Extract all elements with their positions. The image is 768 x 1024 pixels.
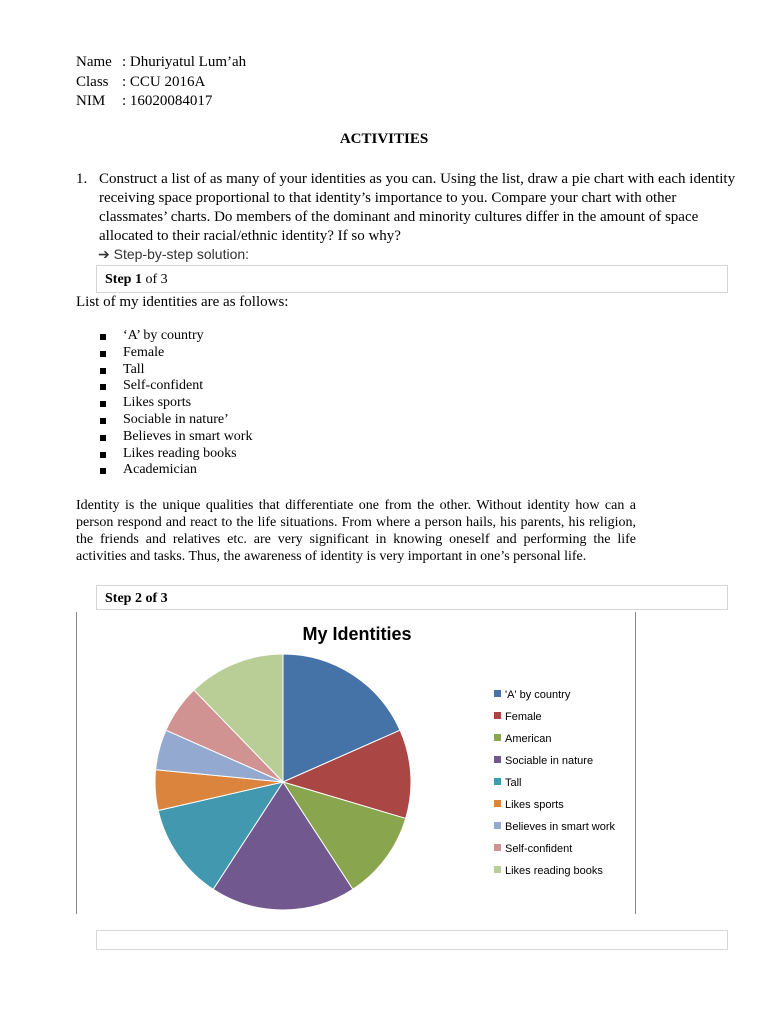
list-item: Likes reading books	[100, 446, 252, 463]
list-item: Female	[100, 345, 252, 362]
legend-label: American	[505, 733, 552, 745]
step1-box	[96, 265, 728, 293]
nim-label: NIM	[76, 93, 106, 109]
step3-box	[96, 930, 728, 950]
legend-swatch	[494, 756, 501, 763]
step1-suffix: of 3	[145, 272, 168, 287]
list-intro: List of my identities are as follows:	[76, 294, 289, 310]
legend-label: Female	[505, 711, 542, 723]
legend-swatch	[494, 778, 501, 785]
legend-label: Self-confident	[505, 843, 573, 855]
list-item: Tall	[100, 362, 252, 379]
legend-label: Believes in smart work	[505, 821, 616, 833]
arrow-right-icon: ➔	[98, 246, 110, 262]
name-value: : Dhuriyatul Lum’ah	[122, 54, 247, 70]
nim-line	[76, 92, 212, 111]
legend-label: Likes reading books	[505, 865, 603, 877]
legend-swatch	[494, 822, 501, 829]
legend-label: 'A' by country	[505, 689, 571, 701]
legend-swatch	[494, 712, 501, 719]
list-item: Likes sports	[100, 395, 252, 412]
class-line	[76, 73, 205, 92]
identity-list	[100, 328, 252, 479]
chart-frame	[76, 612, 636, 914]
legend-swatch	[494, 800, 501, 807]
list-item: Sociable in nature’	[100, 412, 252, 429]
nim-value: : 16020084017	[122, 93, 213, 109]
legend-label: Tall	[505, 777, 522, 789]
class-value: : CCU 2016A	[122, 74, 206, 90]
list-item: Academician	[100, 462, 252, 479]
list-item: ‘A’ by country	[100, 328, 252, 345]
class-label: Class	[76, 74, 109, 90]
identity-paragraph: Identity is the unique qualities that differentiate one from the other. Without identity how can a person respond and react to the life situations. From where a person hails, his parents, his religion, the friends and relatives etc. are very significant in knowing oneself and performing the life activities and tasks. Thus, the awareness of identity is very important in one’s personal life.	[76, 498, 636, 564]
legend-label: Sociable in nature	[505, 755, 594, 767]
legend-label: Likes sports	[505, 799, 564, 811]
legend-swatch	[494, 690, 501, 697]
name-label: Name	[76, 54, 112, 70]
legend-swatch	[494, 844, 501, 851]
legend-swatch	[494, 866, 501, 873]
list-item: Self-confident	[100, 378, 252, 395]
step1-heading	[105, 272, 168, 288]
list-item: Believes in smart work	[100, 429, 252, 446]
question-number: 1.	[76, 171, 88, 187]
step2-box	[96, 585, 728, 610]
name-line	[76, 53, 246, 72]
legend-swatch	[494, 734, 501, 741]
pie-chart	[77, 612, 635, 914]
step2-label: Step 2 of 3	[105, 591, 168, 606]
page-title: ACTIVITIES	[339, 131, 429, 147]
question-text: Construct a list of as many of your identities as you can. Using the list, draw a pie chart with each identity receiving space proportional to that identity’s importance to you. Compare your chart with other classmates’ charts. Do members of the dominant and minority cultures differ in the amount of space allocated to their racial/ethnic identity? If so why?	[99, 171, 736, 244]
question-item	[76, 170, 736, 246]
chart-title: My Identities	[302, 624, 412, 644]
solution-line	[98, 246, 249, 263]
solution-label: Step-by-step solution:	[113, 246, 250, 262]
step1-label: Step 1	[105, 272, 142, 287]
